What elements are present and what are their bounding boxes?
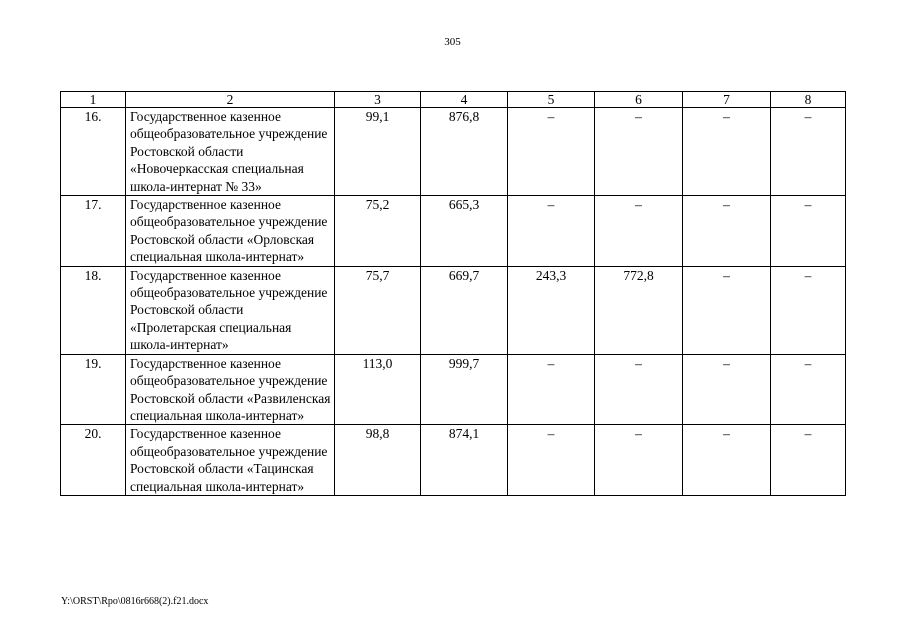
table-cell: – — [595, 196, 683, 267]
row-number: 18. — [61, 266, 126, 354]
table-cell: – — [508, 425, 595, 496]
column-header: 5 — [508, 92, 595, 108]
table-cell: 772,8 — [595, 266, 683, 354]
table-cell: – — [683, 354, 771, 425]
table-cell: 98,8 — [335, 425, 421, 496]
table-cell: 75,2 — [335, 196, 421, 267]
column-header: 4 — [421, 92, 508, 108]
data-table — [60, 91, 846, 496]
column-header: 2 — [126, 92, 335, 108]
table-cell: 99,1 — [335, 108, 421, 196]
table-row — [61, 354, 846, 425]
table-cell: – — [508, 196, 595, 267]
column-header: 8 — [771, 92, 846, 108]
table-row — [61, 266, 846, 354]
table-cell: – — [683, 196, 771, 267]
table-cell: – — [595, 354, 683, 425]
table-row — [61, 108, 846, 196]
table-cell: 75,7 — [335, 266, 421, 354]
table-cell: 113,0 — [335, 354, 421, 425]
column-header: 1 — [61, 92, 126, 108]
table-cell: – — [508, 354, 595, 425]
column-header: 3 — [335, 92, 421, 108]
table-cell: 874,1 — [421, 425, 508, 496]
table-header-row — [61, 92, 846, 108]
table-cell: – — [595, 425, 683, 496]
row-number: 16. — [61, 108, 126, 196]
column-header: 6 — [595, 92, 683, 108]
table-row — [61, 196, 846, 267]
institution-name: Государственное казенное общеобразовательное учреждение Ростовской области «Пролетарская специальная школа-интернат» — [126, 266, 335, 354]
column-header: 7 — [683, 92, 771, 108]
table-cell: – — [508, 108, 595, 196]
table-cell: 999,7 — [421, 354, 508, 425]
table-cell: – — [771, 425, 846, 496]
table-row — [61, 425, 846, 496]
table-cell: – — [683, 425, 771, 496]
institution-name: Государственное казенное общеобразовательное учреждение Ростовской области «Новочеркасская специальная школа-интернат № 33» — [126, 108, 335, 196]
institution-name: Государственное казенное общеобразовательное учреждение Ростовской области «Развиленская специальная школа-интернат» — [126, 354, 335, 425]
table-cell: 669,7 — [421, 266, 508, 354]
table-cell: – — [683, 266, 771, 354]
table-cell: – — [683, 108, 771, 196]
institution-name: Государственное казенное общеобразовательное учреждение Ростовской области «Тацинская специальная школа-интернат» — [126, 425, 335, 496]
row-number: 19. — [61, 354, 126, 425]
table-cell: – — [595, 108, 683, 196]
table-cell: 876,8 — [421, 108, 508, 196]
page-number: 305 — [444, 36, 461, 48]
institution-name: Государственное казенное общеобразовательное учреждение Ростовской области «Орловская специальная школа-интернат» — [126, 196, 335, 267]
table-cell: 243,3 — [508, 266, 595, 354]
table-cell: – — [771, 108, 846, 196]
table-cell: – — [771, 196, 846, 267]
table-cell: – — [771, 354, 846, 425]
row-number: 17. — [61, 196, 126, 267]
row-number: 20. — [61, 425, 126, 496]
table-cell: – — [771, 266, 846, 354]
footer-file-path: Y:\ORST\Rpo\0816r668(2).f21.docx — [61, 596, 209, 607]
table-cell: 665,3 — [421, 196, 508, 267]
